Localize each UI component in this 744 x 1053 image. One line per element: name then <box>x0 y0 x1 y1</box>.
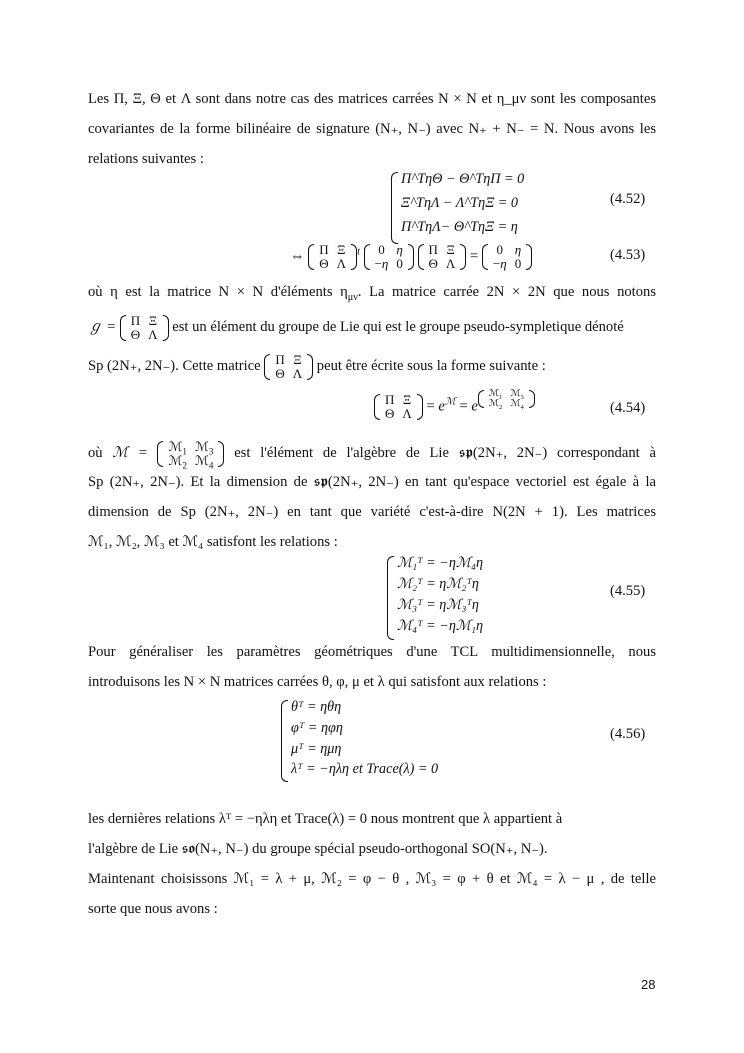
page-number: 28 <box>641 977 656 992</box>
matrix: Π Ξ Θ Λ <box>418 243 467 271</box>
text-fragment: Sp (2N₊, 2N₋). Cette matrice <box>88 358 261 374</box>
paragraph-3-line-1: où ℳ = ℳ$_1$ ℳ$_3$ ℳ$_2$ ℳ$_4$ est l'élément de l'algèbre de Lie 𝖘𝖕(2N₊, 2N₋) correspondant à <box>88 438 656 471</box>
equation-row: ℳ₄ᵀ = −ηℳ₁η <box>397 618 484 634</box>
text-line: covariantes de la forme bilinéaire de signature (N₊, N₋) avec N₊ + N₋ = N. Nous avons les <box>88 121 656 137</box>
equation-row: φᵀ = ηφη <box>291 720 343 736</box>
paragraph-2-line-2: ℊ = Π Ξ Θ Λ est un élément du groupe de Lie qui est le groupe pseudo-sympletique dénoté <box>88 312 624 342</box>
left-brace <box>387 556 394 640</box>
equation-number: (4.55) <box>610 583 646 599</box>
paragraph-3-rest <box>88 467 656 557</box>
equation-row: μᵀ = ημη <box>291 741 342 757</box>
equation-row: ℳ₁ᵀ = −ηℳ₄η <box>397 555 484 571</box>
paragraph-intro <box>88 84 656 174</box>
text-fragment: où <box>88 445 103 461</box>
text-line: introduisons les N × N matrices carrées θ, φ, μ et λ qui satisfont aux relations : <box>88 674 547 690</box>
text-line: l'algèbre de Lie 𝖘𝖔(N₊, N₋) du groupe spécial pseudo-orthogonal SO(N₊, N₋). <box>88 841 548 857</box>
paragraph-4 <box>88 637 656 697</box>
matrix: 0 η −η 0 <box>364 243 414 271</box>
matrix: 0 η −η 0 <box>482 243 532 271</box>
equation-row: Ξ^TηΛ − Λ^TηΞ = 0 <box>401 195 519 211</box>
text-line: les dernières relations λᵀ = −ηλη et Trace(λ) = 0 nous montrent que λ appartient à <box>88 811 563 827</box>
text-line: ℳ₁, ℳ₂, ℳ₃ et ℳ₄ satisfont les relations : <box>88 534 338 550</box>
matrix: Π Ξ Θ Λ <box>308 243 357 271</box>
subscript: μν <box>347 291 358 303</box>
paragraph-2-line-3 <box>88 349 656 383</box>
text-fragment: peut être écrite sous la forme suivante : <box>316 358 546 374</box>
text-line: Les Π, Ξ, Θ et Λ sont dans notre cas des matrices carrées N × N et η_μν sont les composantes <box>88 91 656 107</box>
text-fragment: est l'élément de l'algèbre de Lie 𝖘𝖕(2N₊, 2N₋) correspondant à <box>234 445 656 461</box>
paragraph-2-line-1 <box>88 277 656 307</box>
text-line: sorte que nous avons : <box>88 901 218 917</box>
text-fragment: où η est la matrice N × N d'éléments η <box>88 284 348 300</box>
matrix: ℳ$_1$ ℳ$_3$ ℳ$_2$ ℳ$_4$ <box>478 389 535 409</box>
equation-number: (4.56) <box>610 726 646 742</box>
equation-row: λᵀ = −ηλη et Trace(λ) = 0 <box>291 761 439 777</box>
text-fragment: . La matrice carrée 2N × 2N que nous notons <box>357 284 656 300</box>
equation-number: (4.54) <box>610 400 646 416</box>
equation-row: Π^TηΘ − Θ^TηΠ = 0 <box>401 171 525 187</box>
equation-row: Π^TηΛ− Θ^TηΞ = η <box>401 219 518 235</box>
equation-row: ℳ₂ᵀ = ηℳ₂ᵀη <box>397 576 479 592</box>
left-brace <box>391 172 398 244</box>
matrix: Π Ξ Θ Λ <box>264 353 313 381</box>
paragraph-5 <box>88 804 656 924</box>
matrix: ℳ$_1$ ℳ$_3$ ℳ$_2$ ℳ$_4$ <box>157 440 224 468</box>
equation-4-53: ⇔ Π Ξ Θ Λ $^t$ 0 η −η 0 Π Ξ Θ Λ = 0 η −η 0 <box>290 243 532 271</box>
text-line: dimension de Sp (2N₊, 2N₋) en tant que variété c'est-à-dire N(2N + 1). Les matrices <box>88 504 656 520</box>
matrix: Π Ξ Θ Λ <box>120 314 169 342</box>
text-line: Pour généraliser les paramètres géométriques d'une TCL multidimensionnelle, nous <box>88 644 656 660</box>
equation-4-54: Π Ξ Θ Λ = $e^ℳ = e$ ℳ$_1$ ℳ$_3$ ℳ$_2$ ℳ$_4$ <box>374 389 535 421</box>
equation-number: (4.52) <box>610 191 646 207</box>
left-brace <box>281 700 288 782</box>
text-fragment: est un élément du groupe de Lie qui est le groupe pseudo-sympletique dénoté <box>172 319 624 335</box>
equation-number: (4.53) <box>610 247 646 263</box>
equation-row: ℳ₃ᵀ = ηℳ₃ᵀη <box>397 597 479 613</box>
text-line: relations suivantes : <box>88 151 204 167</box>
text-line: Sp (2N₊, 2N₋). Et la dimension de 𝖘𝖕(2N₊, 2N₋) en tant qu'espace vectoriel est égale à la <box>88 474 656 490</box>
text-line: Maintenant choisissons ℳ₁ = λ + μ, ℳ₂ = φ − θ , ℳ₃ = φ + θ et ℳ₄ = λ − μ , de telle <box>88 871 656 887</box>
matrix: Π Ξ Θ Λ <box>374 393 423 421</box>
equation-row: θᵀ = ηθη <box>291 699 342 715</box>
